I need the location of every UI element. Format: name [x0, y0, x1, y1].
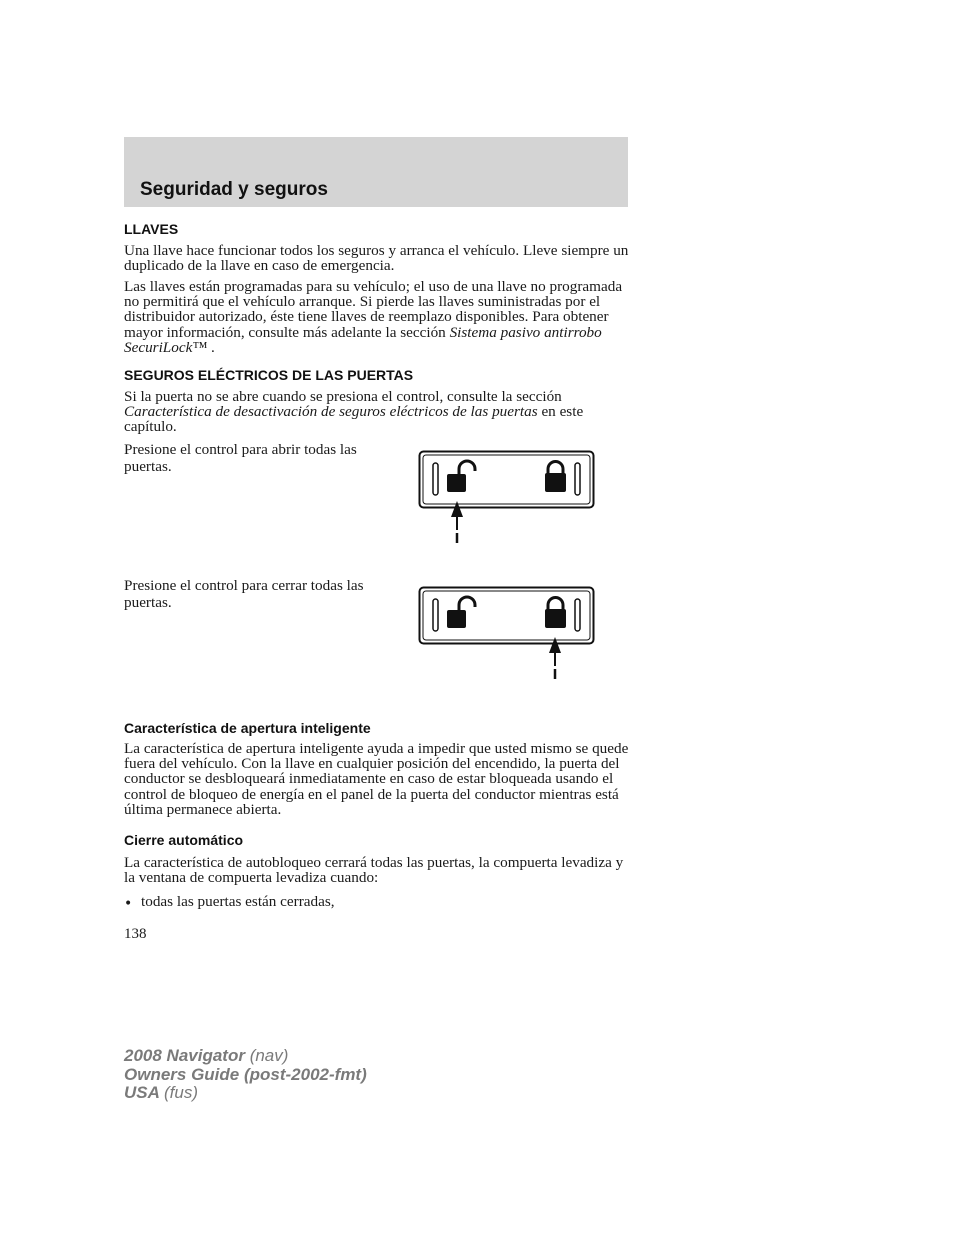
lock-switch-figure: [418, 586, 596, 682]
heading-llaves: LLAVES: [124, 221, 179, 237]
lock-instruction: Presione el control para cerrar todas las puertas.: [124, 577, 364, 611]
cierre-bullet-item: todas las puertas están cerradas,: [141, 893, 335, 910]
llaves-paragraph-2: Las llaves están programadas para su vehículo; el uso de una llave no programada no permitirá que el vehículo arranque. Si pierde las llaves suministradas por el distribuidor autorizado, éste tiene llaves de reemplazo disponibles. Para obtener mayor información, consulte más adelante la sección Sistema pasivo antirrobo SecuriLock™ .: [124, 278, 623, 356]
document-footer: 2008 Navigator (nav) Owners Guide (post-2002-fmt) USA (fus): [124, 1046, 367, 1102]
unlock-icon: [447, 461, 475, 492]
section-title: Seguridad y seguros: [140, 179, 328, 200]
lock-icon: [545, 598, 566, 629]
cierre-paragraph: La característica de autobloqueo cerrará todas las puertas, la compuerta levadiza y la ventana de compuerta levadiza cuando:: [124, 854, 624, 887]
heading-apertura-inteligente: Característica de apertura inteligente: [124, 720, 371, 736]
page-number: 138: [124, 926, 147, 942]
apertura-paragraph: La característica de apertura inteligente ayuda a impedir que usted mismo se quede fuera del vehículo. Con la llave en cualquier posición del encendido, la puerta del conductor se desbloqueará inmediatamente en caso de estar bloqueada usando el control de bloqueo de energía en el panel de la puerta del conductor mientras está última permanece abierta.: [124, 740, 629, 818]
heading-cierre-automatico: Cierre automático: [124, 832, 244, 848]
unlock-switch-figure: [418, 450, 596, 546]
lock-icon: [545, 462, 566, 493]
unlock-instruction: Presione el control para abrir todas las puertas.: [124, 441, 357, 475]
llaves-paragraph-1: Una llave hace funcionar todos los seguros y arranca el vehículo. Lleve siempre un duplicado de la llave en caso de emergencia.: [124, 242, 629, 275]
bullet-icon: •: [124, 896, 133, 912]
unlock-icon: [447, 597, 475, 628]
desactivacion-reference: Característica de desactivación de seguros eléctricos de las puertas: [124, 403, 538, 421]
heading-seguros-electricos: SEGUROS ELÉCTRICOS DE LAS PUERTAS: [124, 367, 414, 383]
section-header-band: [124, 137, 628, 207]
securilock-reference: Sistema pasivo antirrobo SecuriLock™: [124, 323, 602, 356]
seguros-paragraph-1: Si la puerta no se abre cuando se presiona el control, consulte la sección Característica de desactivación de seguros eléctricos de las puertas en este capítulo.: [124, 388, 584, 436]
